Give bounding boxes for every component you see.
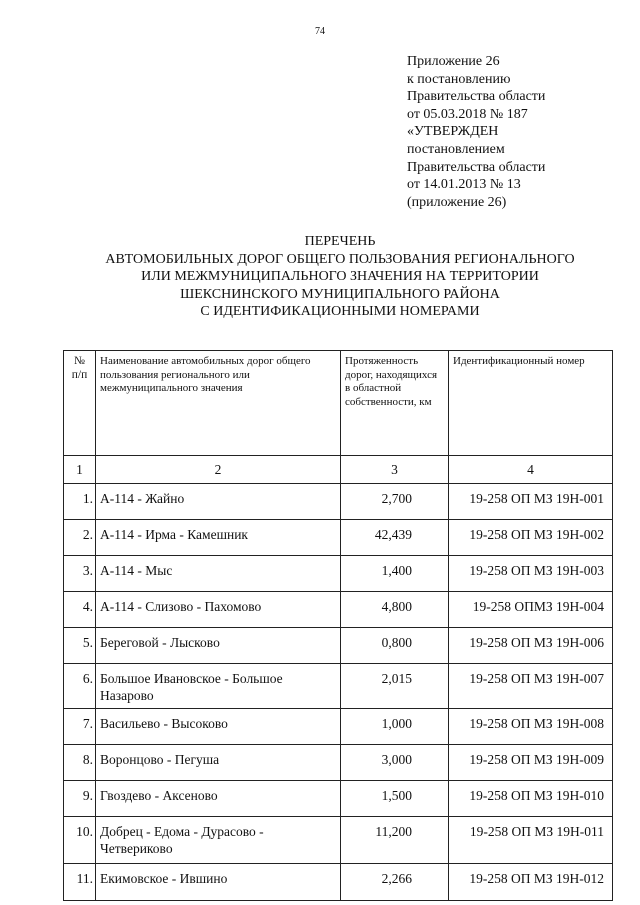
row-name: Добрец - Едома - Дурасово - Четвериково — [96, 817, 341, 864]
table-row — [64, 592, 613, 628]
table-row — [64, 781, 613, 817]
appendix-line: Приложение 26 — [407, 54, 500, 69]
row-no: 8. — [64, 745, 96, 781]
title-line: ИЛИ МЕЖМУНИЦИПАЛЬНОГО ЗНАЧЕНИЯ НА ТЕРРИТОРИИ — [141, 269, 539, 285]
row-no: 11. — [64, 864, 96, 901]
row-no: 6. — [64, 664, 96, 709]
row-name: А-114 - Мыс — [96, 556, 341, 592]
document-title — [40, 233, 640, 321]
row-no: 7. — [64, 709, 96, 745]
row-no: 2. — [64, 520, 96, 556]
row-id: 19-258 ОП МЗ 19Н-009 — [449, 745, 613, 781]
table-row — [64, 484, 613, 520]
row-name: Воронцово - Пегуша — [96, 745, 341, 781]
row-no: 10. — [64, 817, 96, 864]
row-length: 11,200 — [341, 817, 449, 864]
title-line: АВТОМОБИЛЬНЫХ ДОРОГ ОБЩЕГО ПОЛЬЗОВАНИЯ РЕГИОНАЛЬНОГО — [105, 251, 575, 267]
row-id: 19-258 ОП МЗ 19Н-010 — [449, 781, 613, 817]
page-number: 74 — [315, 26, 325, 37]
row-id: 19-258 ОП МЗ 19Н-011 — [449, 817, 613, 864]
header-length: Протяженность дорог, находящихся в областной собственности, км — [341, 351, 449, 456]
row-name: Большое Ивановское - Большое Назарово — [96, 664, 341, 709]
row-length: 42,439 — [341, 520, 449, 556]
table-row — [64, 817, 613, 864]
appendix-line: от 05.03.2018 № 187 — [407, 106, 528, 122]
row-id: 19-258 ОП МЗ 19Н-007 — [449, 664, 613, 709]
appendix-line: «УТВЕРЖДЕН — [407, 124, 499, 140]
appendix-line: Правительства области — [407, 159, 546, 175]
column-number: 4 — [449, 456, 613, 484]
column-number: 2 — [96, 456, 341, 484]
column-number: 3 — [341, 456, 449, 484]
appendix-line: к постановлению — [407, 71, 511, 87]
row-no: 9. — [64, 781, 96, 817]
table-row — [64, 628, 613, 664]
column-numbers-row — [64, 456, 613, 484]
appendix-line: Правительства области — [407, 89, 546, 105]
row-id: 19-258 ОП МЗ 19Н-003 — [449, 556, 613, 592]
title-line: ШЕКСНИНСКОГО МУНИЦИПАЛЬНОГО РАЙОНА — [180, 286, 500, 302]
row-id: 19-258 ОП МЗ 19Н-008 — [449, 709, 613, 745]
table-header-row — [64, 351, 613, 456]
row-length: 1,400 — [341, 556, 449, 592]
row-length: 2,266 — [341, 864, 449, 901]
header-id: Идентификационный номер — [449, 351, 613, 456]
row-name: Васильево - Высоково — [96, 709, 341, 745]
row-length: 2,700 — [341, 484, 449, 520]
row-length: 1,000 — [341, 709, 449, 745]
row-no: 1. — [64, 484, 96, 520]
row-length: 4,800 — [341, 592, 449, 628]
roads-table — [63, 350, 613, 901]
row-id: 19-258 ОП МЗ 19Н-012 — [449, 864, 613, 901]
table-row — [64, 556, 613, 592]
row-id: 19-258 ОП МЗ 19Н-001 — [449, 484, 613, 520]
row-name: Екимовское - Ившино — [96, 864, 341, 901]
row-no: 3. — [64, 556, 96, 592]
table-row — [64, 745, 613, 781]
row-name: Береговой - Лысково — [96, 628, 341, 664]
appendix-line: (приложение 26) — [407, 194, 507, 210]
row-length: 0,800 — [341, 628, 449, 664]
row-name: А-114 - Слизово - Пахомово — [96, 592, 341, 628]
header-no: № п/п — [64, 351, 96, 456]
row-name: Гвоздево - Аксеново — [96, 781, 341, 817]
row-id: 19-258 ОП МЗ 19Н-002 — [449, 520, 613, 556]
row-length: 3,000 — [341, 745, 449, 781]
table-row — [64, 864, 613, 901]
appendix-line: постановлением — [407, 141, 505, 157]
row-name: А-114 - Ирма - Камешник — [96, 520, 341, 556]
header-name: Наименование автомобильных дорог общего пользования регионального или межмуниципального значения — [96, 351, 341, 456]
row-no: 4. — [64, 592, 96, 628]
row-length: 1,500 — [341, 781, 449, 817]
row-no: 5. — [64, 628, 96, 664]
column-number: 1 — [64, 456, 96, 484]
title-line: С ИДЕНТИФИКАЦИОННЫМИ НОМЕРАМИ — [200, 304, 480, 320]
row-id: 19-258 ОПМЗ 19Н-004 — [449, 592, 613, 628]
table-row — [64, 520, 613, 556]
row-length: 2,015 — [341, 664, 449, 709]
table-row — [64, 709, 613, 745]
table-row — [64, 664, 613, 709]
row-name: А-114 - Жайно — [96, 484, 341, 520]
row-id: 19-258 ОП МЗ 19Н-006 — [449, 628, 613, 664]
appendix-line: от 14.01.2013 № 13 — [407, 177, 521, 193]
appendix-block — [407, 53, 545, 211]
title-line: ПЕРЕЧЕНЬ — [304, 234, 376, 249]
